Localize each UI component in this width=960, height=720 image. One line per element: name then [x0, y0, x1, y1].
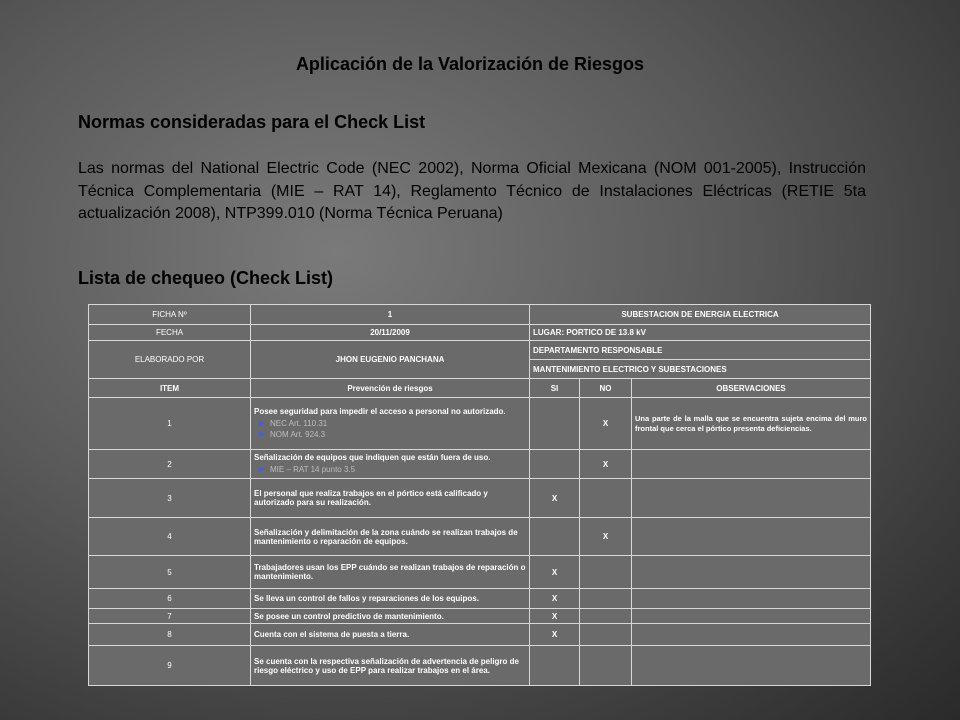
norm-reference: MIE – RAT 14 punto 3.5 — [270, 465, 356, 474]
observation — [632, 518, 871, 556]
fecha-value: 20/11/2009 — [251, 325, 530, 341]
ficha-row — [89, 305, 871, 325]
item-text: El personal que realiza trabajos en el pórtico está calificado y autorizado para su realización. — [251, 479, 530, 518]
arrow-bullet-icon: ➤ — [257, 418, 265, 428]
table-row — [89, 646, 871, 686]
no-mark — [580, 609, 632, 624]
fecha-label: FECHA — [89, 325, 251, 341]
item-text: Se cuenta con la respectiva señalización de advertencia de peligro de riesgo eléctrico y uso de EPP para realizar trabajos en el área. — [251, 646, 530, 686]
item-text-cell — [251, 398, 530, 450]
no-mark: X — [580, 398, 632, 450]
observation — [632, 589, 871, 609]
table-row — [89, 624, 871, 646]
header-no: NO — [580, 379, 632, 398]
header-si: SI — [530, 379, 580, 398]
header-item: ITEM — [89, 379, 251, 398]
item-number: 6 — [89, 589, 251, 609]
observation — [632, 646, 871, 686]
header-observaciones: OBSERVACIONES — [632, 379, 871, 398]
item-text: Se posee un control predictivo de mantenimiento. — [251, 609, 530, 624]
table-row — [89, 556, 871, 589]
no-mark: X — [580, 450, 632, 479]
si-mark: X — [530, 479, 580, 518]
norm-reference: NOM Art. 924.3 — [270, 430, 326, 439]
item-text: Se lleva un control de fallos y reparaciones de los equipos. — [251, 589, 530, 609]
si-mark — [530, 450, 580, 479]
si-mark: X — [530, 556, 580, 589]
elaborado-value: JHON EUGENIO PANCHANA — [251, 341, 530, 379]
no-mark — [580, 589, 632, 609]
item-number: 7 — [89, 609, 251, 624]
header-row — [89, 379, 871, 398]
no-mark: X — [580, 518, 632, 556]
item-number: 2 — [89, 450, 251, 479]
si-mark — [530, 646, 580, 686]
table-row — [89, 609, 871, 624]
no-mark — [580, 556, 632, 589]
table-row — [89, 450, 871, 479]
si-mark: X — [530, 589, 580, 609]
item-text: Cuenta con el sistema de puesta a tierra. — [251, 624, 530, 646]
fecha-row — [89, 325, 871, 341]
item-number: 8 — [89, 624, 251, 646]
ficha-title: SUBESTACION DE ENERGIA ELECTRICA — [530, 305, 871, 325]
table-row — [89, 518, 871, 556]
elaborado-row — [89, 341, 871, 360]
item-text: Trabajadores usan los EPP cuándo se realizan trabajos de reparación o mantenimiento. — [251, 556, 530, 589]
norms-paragraph: Las normas del National Electric Code (NEC 2002), Norma Oficial Mexicana (NOM 001-2005), Instrucción Técnica Complementaria (MIE – RAT 14), Reglamento Técnico de Instalaciones Eléctricas (RETIE 5ta actualización 2008), NTP399.010 (Norma Técnica Peruana) — [78, 160, 866, 222]
si-mark: X — [530, 624, 580, 646]
arrow-bullet-icon: ➤ — [257, 429, 265, 439]
header-prevencion: Prevención de riesgos — [251, 379, 530, 398]
no-mark — [580, 646, 632, 686]
observation — [632, 479, 871, 518]
observation: Una parte de la malla que se encuentra sujeta encima del muro frontal que cerca el pórtico presenta deficiencias. — [632, 398, 871, 450]
lugar-value: LUGAR: PORTICO DE 13.8 kV — [530, 325, 871, 341]
item-text: Señalización y delimitación de la zona cuándo se realizan trabajos de mantenimiento o reparación de equipos. — [251, 518, 530, 556]
observation — [632, 556, 871, 589]
table-row — [89, 398, 871, 450]
si-mark — [530, 518, 580, 556]
table-row — [89, 589, 871, 609]
item-text-cell — [251, 450, 530, 479]
item-number: 1 — [89, 398, 251, 450]
ficha-label: FICHA Nº — [89, 305, 251, 325]
item-text: Posee seguridad para impedir el acceso a personal no autorizado. — [254, 407, 506, 416]
norm-reference: NEC Art. 110.31 — [270, 419, 328, 428]
item-number: 9 — [89, 646, 251, 686]
no-mark — [580, 624, 632, 646]
item-number: 4 — [89, 518, 251, 556]
checklist-table — [88, 304, 871, 686]
elaborado-label: ELABORADO POR — [89, 341, 251, 379]
table-row — [89, 479, 871, 518]
ficha-value: 1 — [251, 305, 530, 325]
depto-label: DEPARTAMENTO RESPONSABLE — [530, 341, 871, 360]
observation — [632, 450, 871, 479]
item-number: 3 — [89, 479, 251, 518]
si-mark — [530, 398, 580, 450]
si-mark: X — [530, 609, 580, 624]
observation — [632, 609, 871, 624]
item-text: Señalización de equipos que indiquen que están fuera de uso. — [254, 453, 491, 462]
no-mark — [580, 479, 632, 518]
norms-heading: Normas consideradas para el Check List — [78, 112, 426, 132]
arrow-bullet-icon: ➤ — [257, 464, 265, 474]
observation — [632, 624, 871, 646]
item-number: 5 — [89, 556, 251, 589]
slide-title: Aplicación de la Valorización de Riesgos — [295, 54, 645, 74]
checklist-heading: Lista de chequeo (Check List) — [78, 268, 334, 288]
depto-value: MANTENIMIENTO ELECTRICO Y SUBESTACIONES — [530, 360, 871, 379]
